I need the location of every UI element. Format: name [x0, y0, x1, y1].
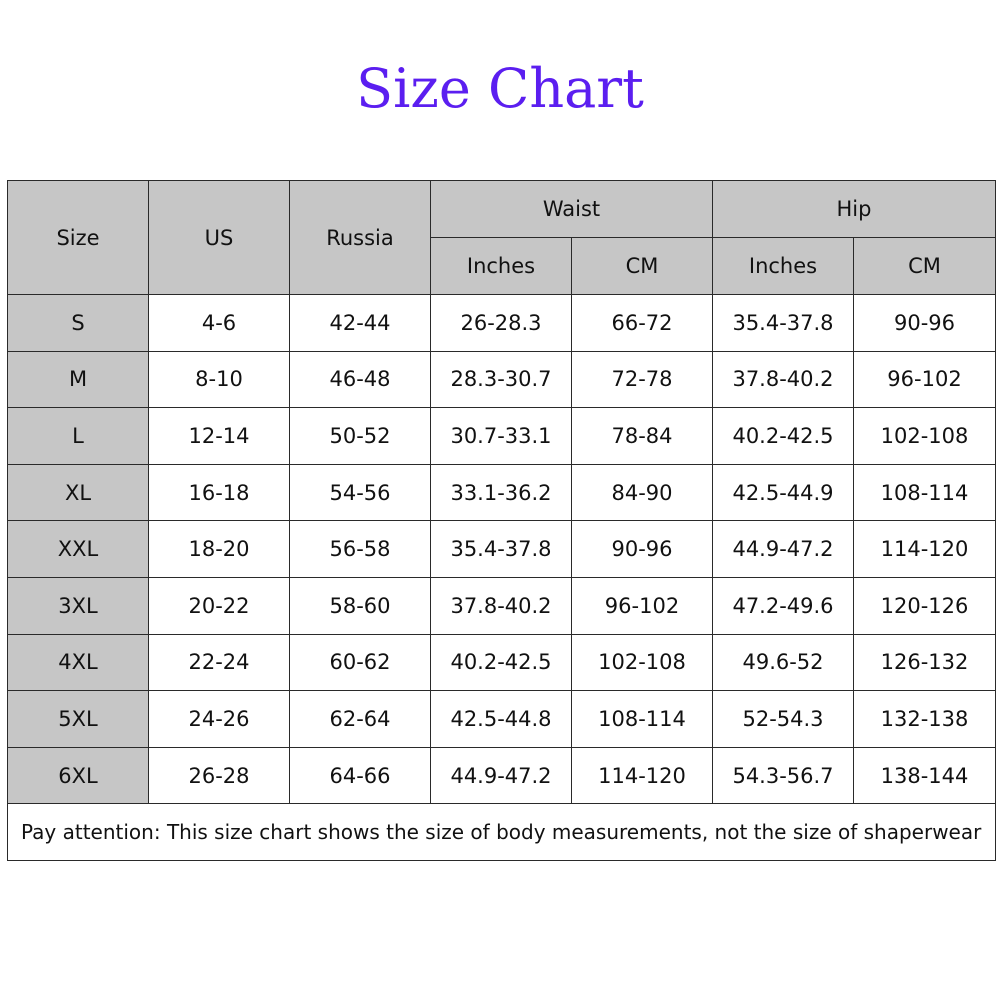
header-hip: Hip — [713, 181, 996, 238]
header-row-top — [8, 181, 996, 238]
cell-russia: 58-60 — [290, 577, 431, 634]
header-waist: Waist — [431, 181, 713, 238]
cell-size: 4XL — [8, 634, 149, 691]
cell-waist-cm: 90-96 — [572, 521, 713, 578]
cell-russia: 54-56 — [290, 464, 431, 521]
cell-hip-cm: 132-138 — [854, 691, 996, 748]
cell-size: XXL — [8, 521, 149, 578]
cell-waist-cm: 78-84 — [572, 408, 713, 465]
cell-russia: 46-48 — [290, 351, 431, 408]
attention-note: Pay attention: This size chart shows the size of body measurements, not the size of shaperwear — [8, 804, 996, 861]
cell-hip-inches: 47.2-49.6 — [713, 577, 854, 634]
cell-waist-inches: 35.4-37.8 — [431, 521, 572, 578]
header-size: Size — [8, 181, 149, 295]
cell-waist-inches: 40.2-42.5 — [431, 634, 572, 691]
header-russia: Russia — [290, 181, 431, 295]
table-row — [8, 295, 996, 352]
cell-waist-inches: 30.7-33.1 — [431, 408, 572, 465]
cell-waist-cm: 108-114 — [572, 691, 713, 748]
cell-hip-inches: 44.9-47.2 — [713, 521, 854, 578]
table-row — [8, 351, 996, 408]
cell-us: 24-26 — [149, 691, 290, 748]
table-row — [8, 577, 996, 634]
cell-hip-inches: 35.4-37.8 — [713, 295, 854, 352]
cell-hip-inches: 37.8-40.2 — [713, 351, 854, 408]
cell-hip-inches: 54.3-56.7 — [713, 747, 854, 804]
cell-waist-cm: 114-120 — [572, 747, 713, 804]
cell-russia: 60-62 — [290, 634, 431, 691]
header-hip-cm: CM — [854, 238, 996, 295]
cell-us: 26-28 — [149, 747, 290, 804]
cell-waist-cm: 84-90 — [572, 464, 713, 521]
cell-size: L — [8, 408, 149, 465]
cell-hip-inches: 52-54.3 — [713, 691, 854, 748]
cell-waist-inches: 37.8-40.2 — [431, 577, 572, 634]
table-row — [8, 464, 996, 521]
cell-hip-cm: 90-96 — [854, 295, 996, 352]
cell-waist-inches: 28.3-30.7 — [431, 351, 572, 408]
cell-size: 6XL — [8, 747, 149, 804]
cell-size: XL — [8, 464, 149, 521]
cell-us: 4-6 — [149, 295, 290, 352]
table-row — [8, 521, 996, 578]
header-hip-inches: Inches — [713, 238, 854, 295]
cell-hip-inches: 49.6-52 — [713, 634, 854, 691]
table-row — [8, 408, 996, 465]
cell-us: 22-24 — [149, 634, 290, 691]
cell-hip-cm: 102-108 — [854, 408, 996, 465]
cell-waist-cm: 66-72 — [572, 295, 713, 352]
table-row — [8, 747, 996, 804]
cell-waist-inches: 42.5-44.8 — [431, 691, 572, 748]
cell-waist-inches: 44.9-47.2 — [431, 747, 572, 804]
page-title: Size Chart — [356, 57, 644, 120]
header-us: US — [149, 181, 290, 295]
table-row — [8, 691, 996, 748]
cell-russia: 56-58 — [290, 521, 431, 578]
table-row — [8, 634, 996, 691]
cell-hip-cm: 120-126 — [854, 577, 996, 634]
header-waist-cm: CM — [572, 238, 713, 295]
cell-russia: 62-64 — [290, 691, 431, 748]
cell-hip-inches: 40.2-42.5 — [713, 408, 854, 465]
cell-waist-inches: 33.1-36.2 — [431, 464, 572, 521]
cell-hip-cm: 108-114 — [854, 464, 996, 521]
cell-russia: 64-66 — [290, 747, 431, 804]
cell-us: 12-14 — [149, 408, 290, 465]
cell-size: 5XL — [8, 691, 149, 748]
cell-waist-cm: 102-108 — [572, 634, 713, 691]
cell-us: 18-20 — [149, 521, 290, 578]
cell-us: 8-10 — [149, 351, 290, 408]
note-row — [8, 804, 996, 861]
cell-russia: 42-44 — [290, 295, 431, 352]
cell-waist-inches: 26-28.3 — [431, 295, 572, 352]
cell-hip-inches: 42.5-44.9 — [713, 464, 854, 521]
cell-size: 3XL — [8, 577, 149, 634]
size-chart-table — [7, 180, 996, 861]
cell-hip-cm: 96-102 — [854, 351, 996, 408]
cell-us: 16-18 — [149, 464, 290, 521]
table-body — [8, 295, 996, 804]
cell-size: S — [8, 295, 149, 352]
cell-hip-cm: 138-144 — [854, 747, 996, 804]
cell-hip-cm: 114-120 — [854, 521, 996, 578]
cell-russia: 50-52 — [290, 408, 431, 465]
cell-waist-cm: 72-78 — [572, 351, 713, 408]
cell-waist-cm: 96-102 — [572, 577, 713, 634]
cell-us: 20-22 — [149, 577, 290, 634]
cell-hip-cm: 126-132 — [854, 634, 996, 691]
cell-size: M — [8, 351, 149, 408]
header-waist-inches: Inches — [431, 238, 572, 295]
